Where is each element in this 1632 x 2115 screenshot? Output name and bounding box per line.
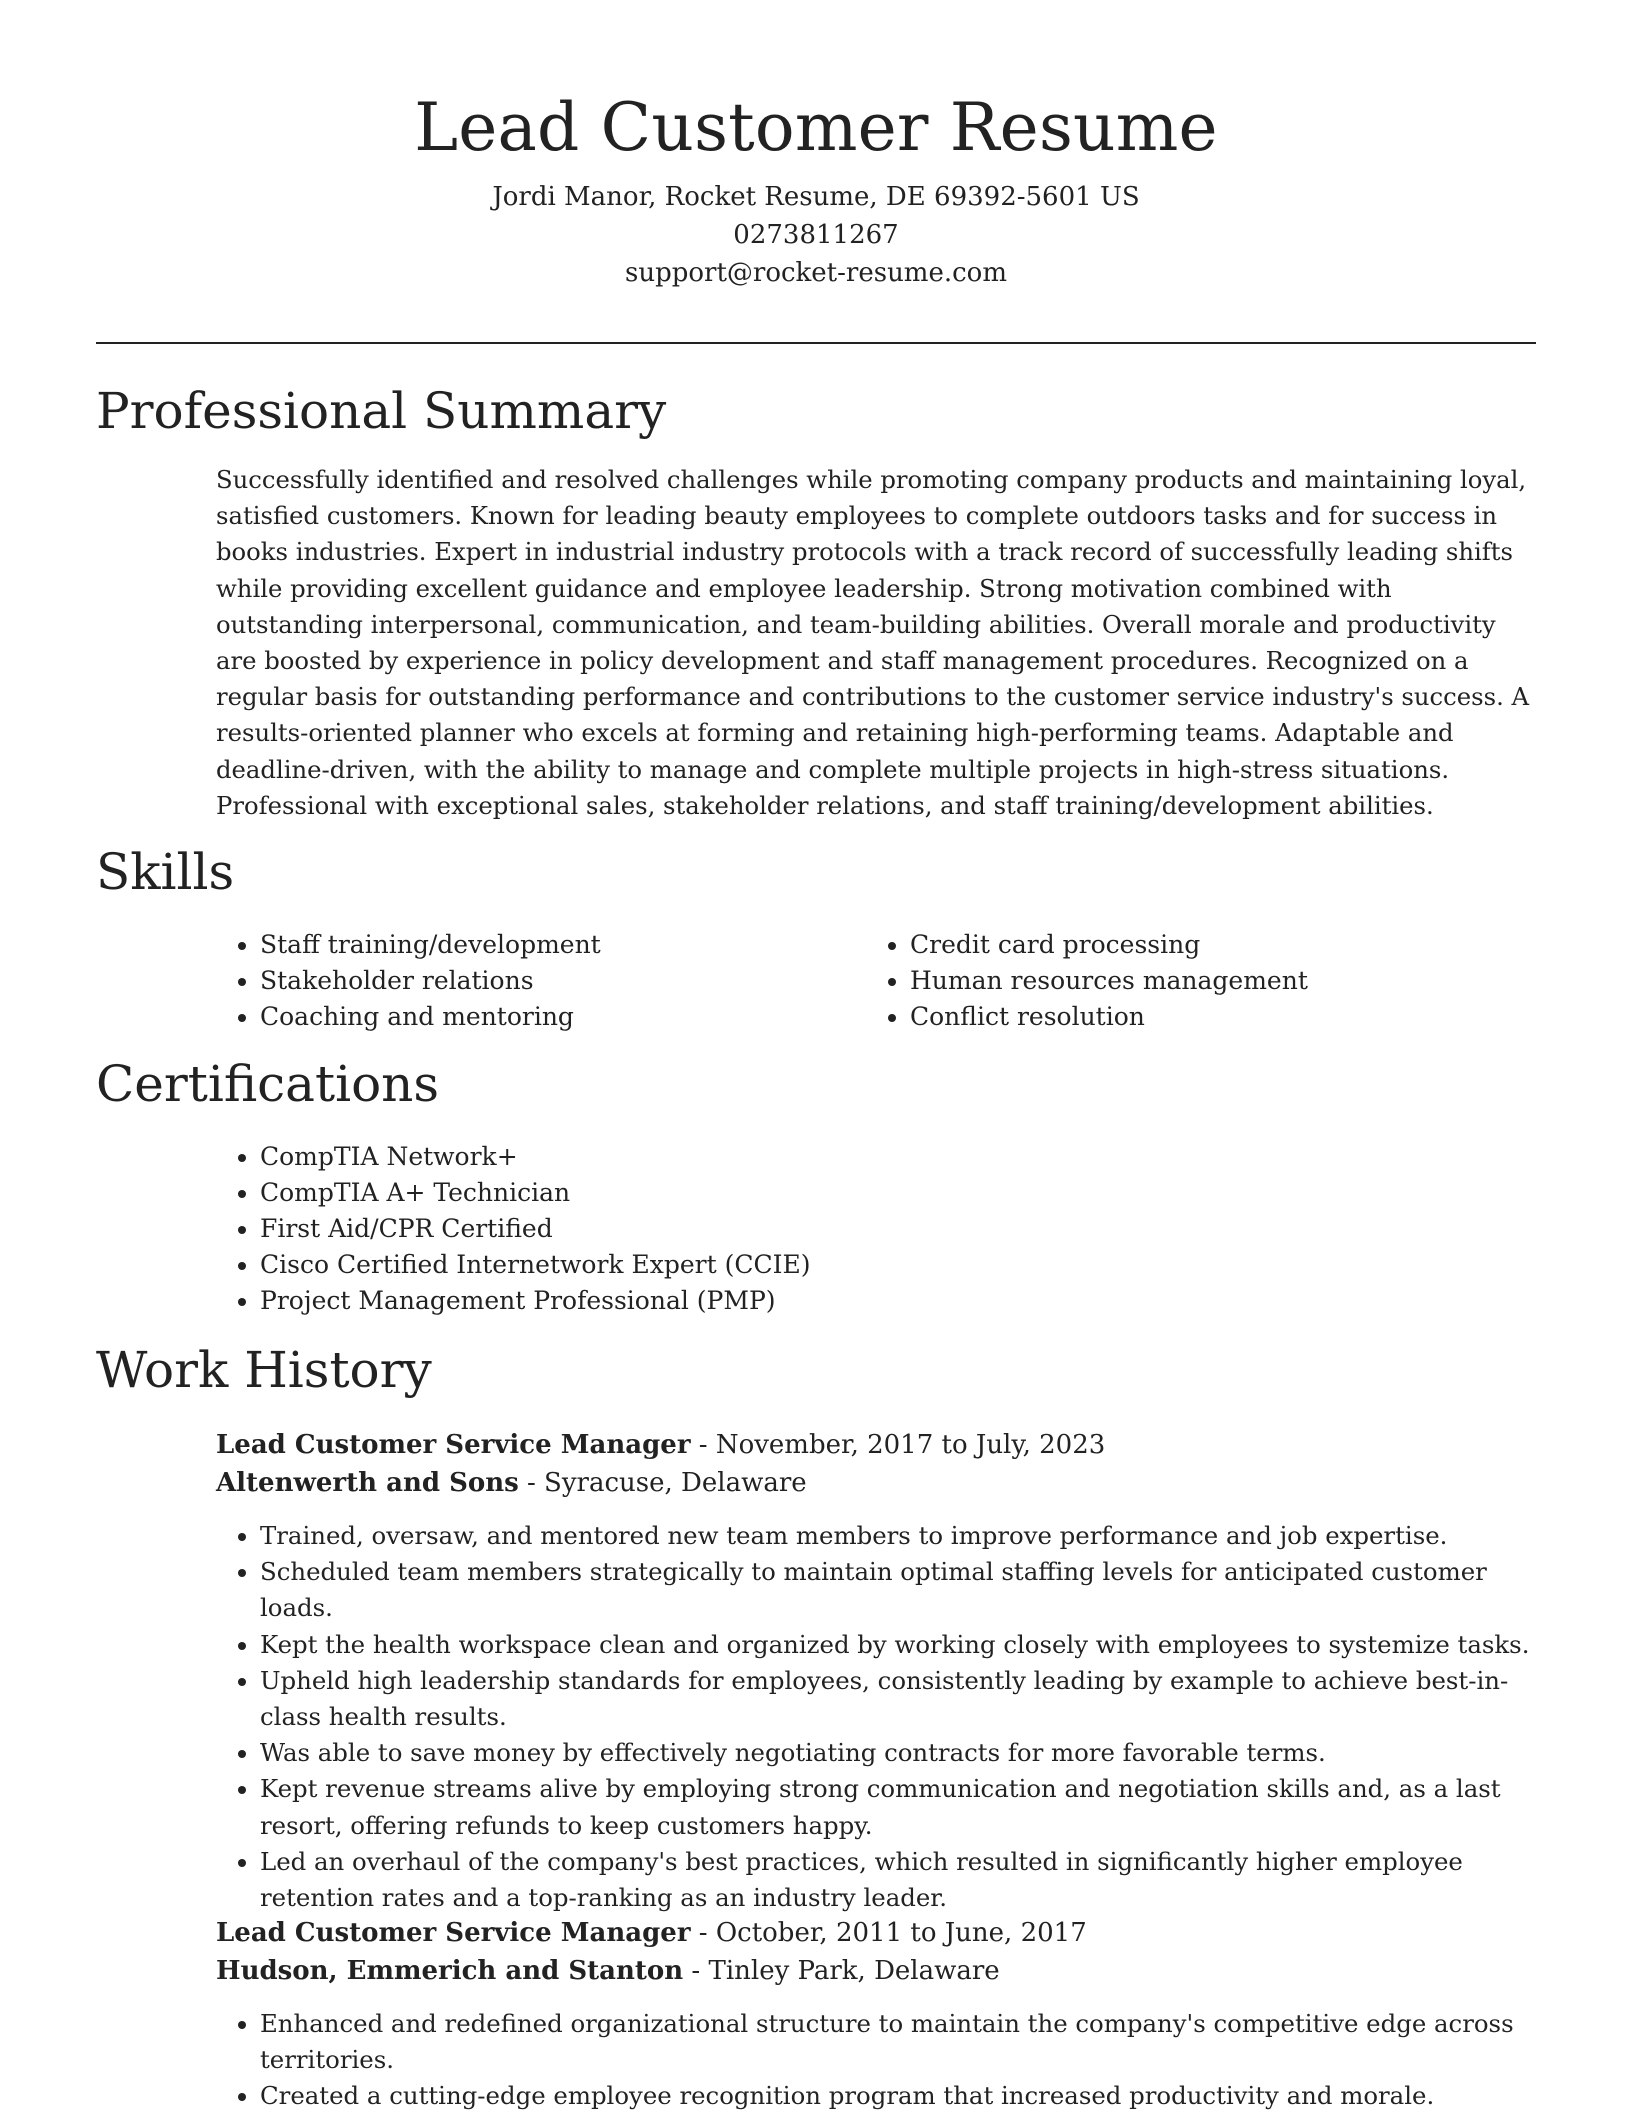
certification-item: • First Aid/CPR Certified (260, 1211, 1536, 1247)
contact-phone: 0273811267 (733, 220, 899, 250)
skills-column-right (866, 927, 1516, 1035)
job-bullet: • Kept revenue streams alive by employing strong communication and negotiation skills and, as a last resort, offering refunds to keep customers happy. (260, 1771, 1536, 1843)
certification-item: • Project Management Professional (PMP) (260, 1283, 1536, 1319)
job-bullet: • Upheld high leadership standards for employees, consistently leading by example to achieve best-in-class health results. (260, 1663, 1536, 1735)
certification-item: • CompTIA A+ Technician (260, 1175, 1536, 1211)
job-bullet: • Enhanced and redefined organizational structure to maintain the company's competitive edge across territories. (260, 2006, 1536, 2078)
job-company: Hudson, Emmerich and Stanton (216, 1956, 684, 1986)
contact-email[interactable]: support@rocket-resume.com (624, 258, 1007, 288)
job-bullet: • Kept the health workspace clean and organized by working closely with employees to systemize tasks. (260, 1627, 1536, 1663)
job-bullet: • Trained, oversaw, and mentored new team members to improve performance and job expertise. (260, 1518, 1536, 1554)
skill-item: • Stakeholder relations (260, 963, 866, 999)
job-company-line (216, 1464, 1536, 1502)
header-divider (96, 342, 1536, 344)
skills-list (216, 927, 1536, 1035)
job-company: Altenwerth and Sons (216, 1468, 519, 1498)
skills-heading: Skills (96, 843, 235, 901)
job-dates: - November, 2017 to July, 2023 (690, 1430, 1106, 1460)
skill-item: • Conflict resolution (910, 999, 1516, 1035)
job-bullet: • Led an overhaul of the company's best practices, which resulted in significantly higher employee retention rates and a top-ranking as an industry leader. (260, 1844, 1536, 1916)
skills-column-left (216, 927, 866, 1035)
job-title-line (216, 1426, 1536, 1464)
contact-info (96, 178, 1536, 292)
work-history-heading: Work History (96, 1341, 432, 1399)
certifications-list (216, 1139, 1536, 1319)
summary-heading: Professional Summary (96, 382, 667, 440)
job-bullet: • Scheduled team members strategically to maintain optimal staffing levels for anticipated customer loads. (260, 1554, 1536, 1626)
job-responsibilities (216, 2006, 1536, 2115)
certification-item: • CompTIA Network+ (260, 1139, 1536, 1175)
job-entry (216, 1426, 1536, 1916)
job-bullet: • Created a cutting-edge employee recognition program that increased productivity and morale. (260, 2078, 1536, 2114)
certifications-heading: Certifications (96, 1055, 440, 1113)
job-bullet: • Was able to save money by effectively negotiating contracts for more favorable terms. (260, 1735, 1536, 1771)
job-location: - Syracuse, Delaware (518, 1468, 807, 1498)
job-title: Lead Customer Service Manager (216, 1430, 691, 1460)
skill-item: • Credit card processing (910, 927, 1516, 963)
job-company-line (216, 1952, 1536, 1990)
job-dates: - October, 2011 to June, 2017 (690, 1918, 1087, 1948)
resume-header (96, 86, 1536, 292)
page-title: Lead Customer Resume (414, 89, 1218, 166)
skill-item: • Coaching and mentoring (260, 999, 866, 1035)
contact-address: Jordi Manor, Rocket Resume, DE 69392-5601 US (492, 182, 1140, 212)
summary-text: Successfully identified and resolved challenges while promoting company products and maintaining loyal, satisfied customers. Known for leading beauty employees to complete outdoors tasks and for success in books industries. Expert in industrial industry protocols with a track record of successfully leading shifts while providing excellent guidance and employee leadership. Strong motivation combined with outstanding interpersonal, communication, and team-building abilities. Overall morale and productivity are boosted by experience in policy development and staff management procedures. Recognized on a regular basis for outstanding performance and contributions to the customer service industry's success. A results-oriented planner who excels at forming and retaining high-performing teams. Adaptable and deadline-driven, with the ability to manage and complete multiple projects in high-stress situations. Professional with exceptional sales, stakeholder relations, and staff training/development abilities. (216, 465, 1530, 820)
certification-item: • Cisco Certified Internetwork Expert (CCIE) (260, 1247, 1536, 1283)
job-title: Lead Customer Service Manager (216, 1918, 691, 1948)
job-responsibilities (216, 1518, 1536, 1916)
job-entry (216, 1914, 1536, 2115)
skill-item: • Staff training/development (260, 927, 866, 963)
job-location: - Tinley Park, Delaware (683, 1956, 1000, 1986)
job-title-line (216, 1914, 1536, 1952)
skill-item: • Human resources management (910, 963, 1516, 999)
